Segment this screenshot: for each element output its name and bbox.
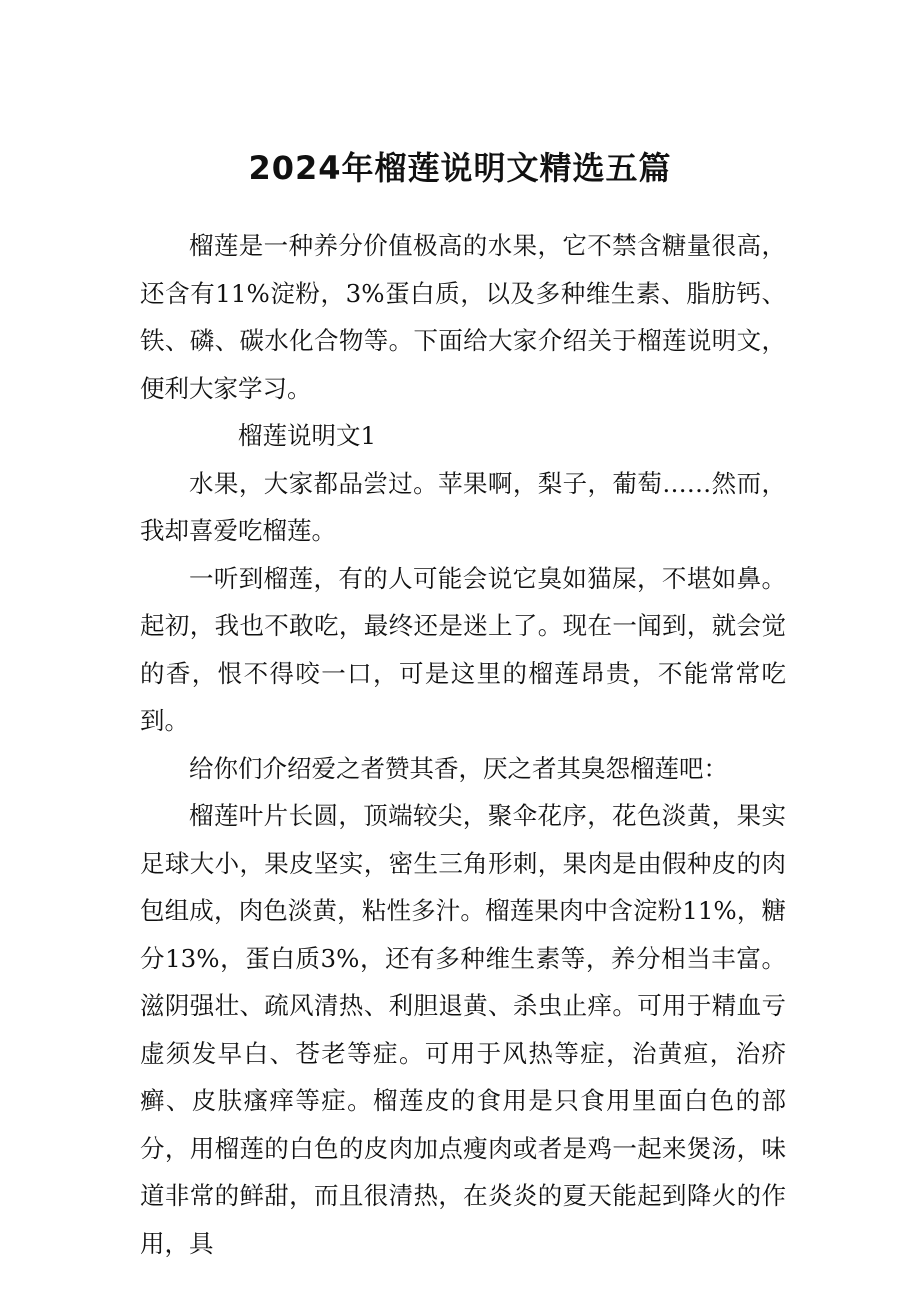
section-heading: 榴莲说明文1 — [238, 421, 377, 450]
intro-paragraph: 榴莲是一种养分价值极高的水果，它不禁含糖量很高，还含有11%淀粉，3%蛋白质，以及多种维生素、脂肪钙、铁、磷、碳水化合物等。下面给大家介绍关于榴莲说明文，便利大家学习。 — [140, 231, 786, 403]
body-paragraph: 榴莲叶片长圆，顶端较尖，聚伞花序，花色淡黄，果实足球大小，果皮坚实，密生三角形刺，果肉是由假种皮的肉包组成，肉色淡黄，粘性多汁。榴莲果肉中含淀粉11%，糖分13%，蛋白质3%，还有多种维生素等，养分相当丰富。滋阴强壮、疏风清热、利胆退黄、杀虫止痒。可用于精血亏虚须发早白、苍老等症。可用于风热等症，治黄疸，治疥癣、皮肤瘙痒等症。榴莲皮的食用是只食用里面白色的部分，用榴莲的白色的皮肉加点瘦肉或者是鸡一起来煲汤，味道非常的鲜甜，而且很清热，在炎炎的夏天能起到降火的作用，具 — [140, 801, 786, 1258]
body-paragraph: 给你们介绍爱之者赞其香，厌之者其臭怨榴莲吧： — [189, 753, 728, 783]
document-title: 2024年榴莲说明文精选五篇 — [248, 149, 672, 187]
body-paragraph: 水果，大家都品尝过。苹果啊，梨子，葡萄……然而，我却喜爱吃榴莲。 — [140, 468, 786, 545]
document-body — [140, 222, 786, 1267]
body-paragraph: 一听到榴莲，有的人可能会说它臭如猫屎，不堪如鼻。起初，我也不敢吃，最终还是迷上了。现在一闻到，就会觉的香，恨不得咬一口，可是这里的榴莲昂贵，不能常常吃到。 — [140, 563, 786, 735]
